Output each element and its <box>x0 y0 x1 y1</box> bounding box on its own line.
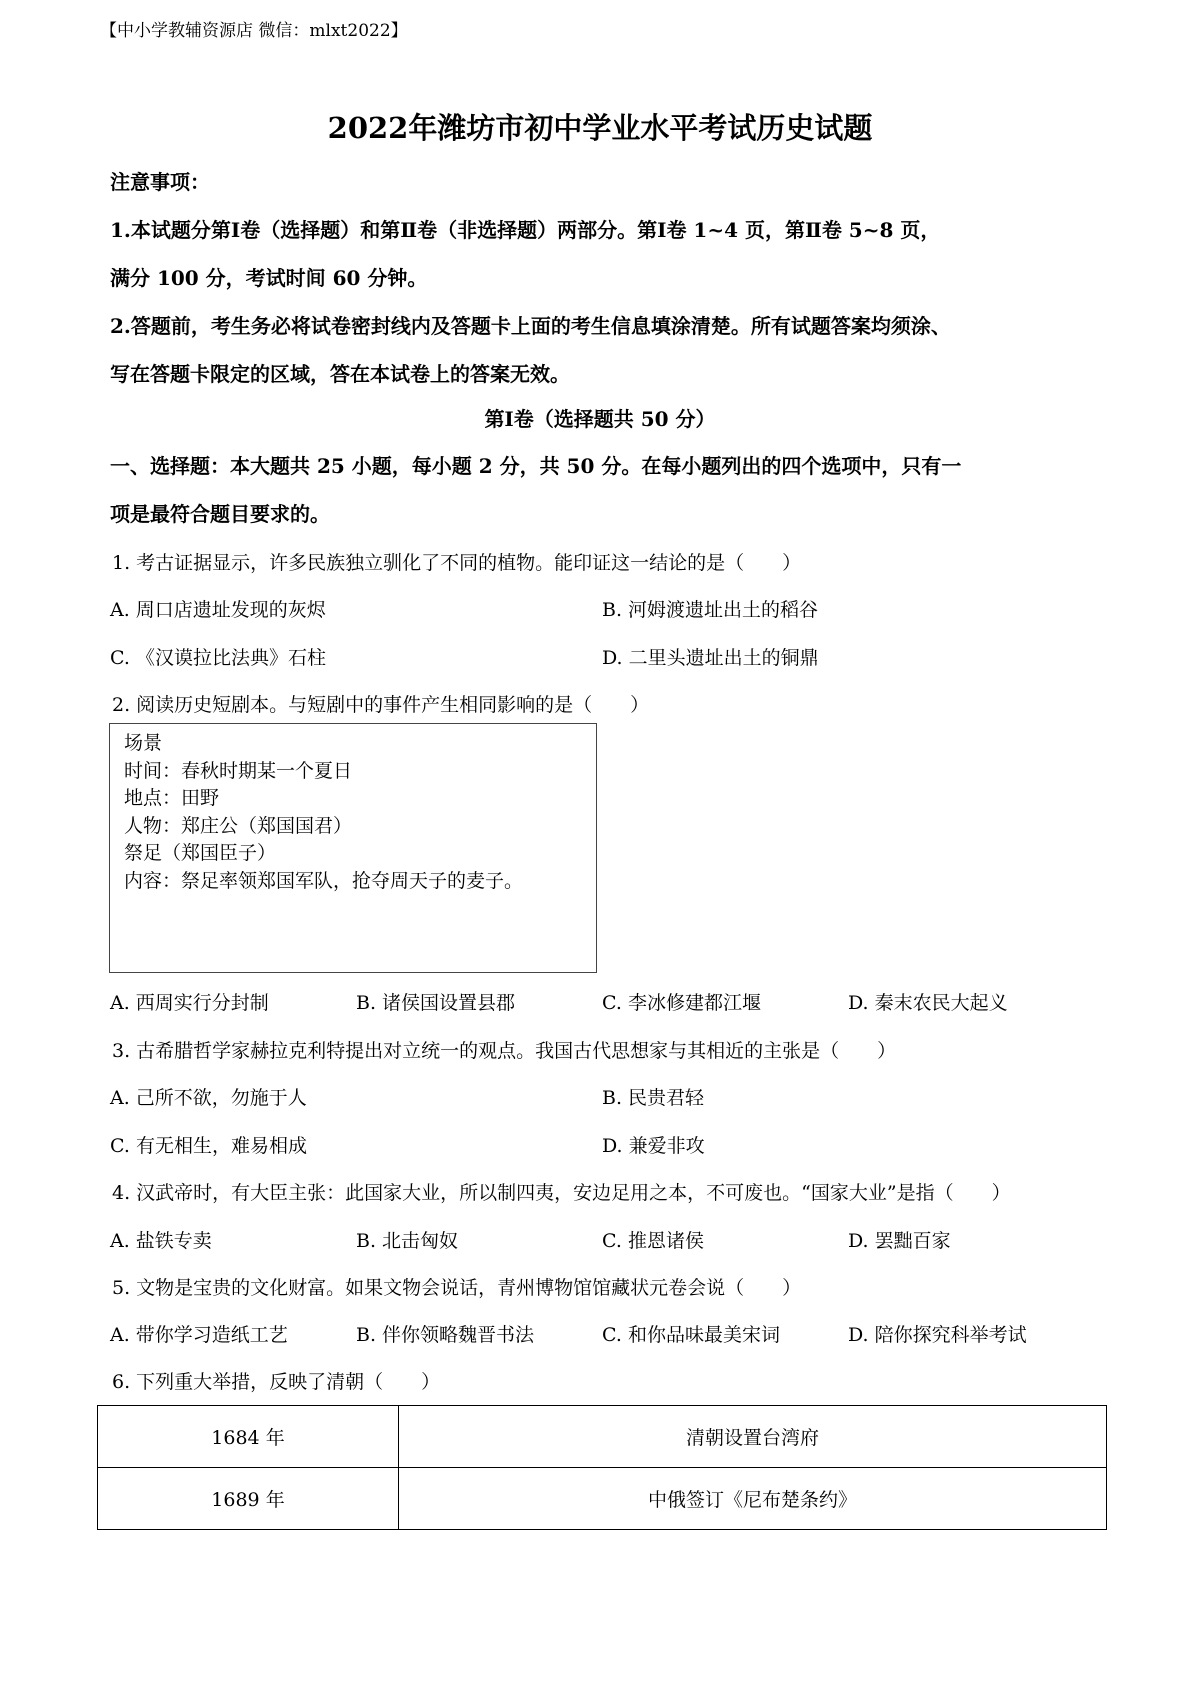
q1-option-c: C. 《汉谟拉比法典》石柱 <box>110 647 326 669</box>
note-2-line-2: 写在答题卡限定的区域，答在本试卷上的答案无效。 <box>110 362 570 386</box>
q4-option-a: A. 盐铁专卖 <box>110 1230 212 1252</box>
page-header: 【中小学教辅资源店 微信：mlxt2022】 <box>100 21 408 41</box>
table-cell-event: 清朝设置台湾府 <box>399 1406 1107 1468</box>
script-line-3: 地点：田野 <box>124 787 220 809</box>
q3-option-d: D. 兼爱非攻 <box>602 1135 705 1157</box>
q5-option-b: B. 伴你领略魏晋书法 <box>356 1324 535 1346</box>
q1-option-a: A. 周口店遗址发现的灰烬 <box>110 599 326 621</box>
q1-option-d: D. 二里头遗址出土的铜鼎 <box>602 647 819 669</box>
question-1-stem: 1. 考古证据显示，许多民族独立驯化了不同的植物。能印证这一结论的是（ ） <box>112 552 802 574</box>
q3-option-a: A. 己所不欲，勿施于人 <box>110 1087 307 1109</box>
script-line-5: 祭足（郑国臣子） <box>124 842 277 864</box>
script-line-6: 内容：祭足率领郑国军队，抢夺周天子的麦子。 <box>124 869 524 892</box>
q1-option-b: B. 河姆渡遗址出土的稻谷 <box>602 599 819 621</box>
q4-option-d: D. 罢黜百家 <box>848 1230 951 1252</box>
q3-option-b: B. 民贵君轻 <box>602 1087 705 1109</box>
question-2-stem: 2. 阅读历史短剧本。与短剧中的事件产生相同影响的是（ ） <box>112 694 650 716</box>
q5-option-a: A. 带你学习造纸工艺 <box>110 1324 288 1346</box>
notes-heading: 注意事项： <box>110 170 210 194</box>
table-cell-year: 1684 年 <box>98 1406 399 1468</box>
q4-option-b: B. 北击匈奴 <box>356 1230 459 1252</box>
section-instruction-line-1: 一、选择题：本大题共 25 小题，每小题 2 分，共 50 分。在每小题列出的四个选项中，只有一 <box>110 454 962 478</box>
script-line-1: 场景 <box>124 732 163 754</box>
script-box <box>109 723 597 973</box>
q2-option-d: D. 秦末农民大起义 <box>848 992 1008 1014</box>
table-cell-event: 中俄签订《尼布楚条约》 <box>399 1468 1107 1530</box>
q4-option-c: C. 推恩诸侯 <box>602 1230 704 1252</box>
table-cell-year: 1689 年 <box>98 1468 399 1530</box>
exam-title: 2022年潍坊市初中学业水平考试历史试题 <box>327 111 873 145</box>
q2-option-a: A. 西周实行分封制 <box>110 992 269 1014</box>
note-1-line-1: 1.本试题分第Ⅰ卷（选择题）和第Ⅱ卷（非选择题）两部分。第Ⅰ卷 1~4 页，第Ⅱ卷 5~8 页， <box>110 218 941 242</box>
table-row <box>98 1406 1107 1468</box>
question-4-stem: 4. 汉武帝时，有大臣主张：此国家大业，所以制四夷，安边足用之本，不可废也。“国家大业”是指（ ） <box>112 1182 1011 1204</box>
question-3-stem: 3. 古希腊哲学家赫拉克利特提出对立统一的观点。我国古代思想家与其相近的主张是（ ） <box>112 1040 897 1062</box>
section-instruction-line-2: 项是最符合题目要求的。 <box>110 502 330 526</box>
script-line-4: 人物：郑庄公（郑国国君） <box>124 814 353 837</box>
q5-option-c: C. 和你品味最美宋词 <box>602 1324 780 1346</box>
q2-option-c: C. 李冰修建都江堰 <box>602 992 761 1014</box>
q2-option-b: B. 诸侯国设置县郡 <box>356 992 516 1014</box>
note-2-line-1: 2.答题前，考生务必将试卷密封线内及答题卡上面的考生信息填涂清楚。所有试题答案均须涂、 <box>110 314 951 338</box>
note-1-line-2: 满分 100 分，考试时间 60 分钟。 <box>110 266 428 290</box>
q6-table <box>97 1405 1107 1530</box>
q3-option-c: C. 有无相生，难易相成 <box>110 1135 307 1157</box>
q5-option-d: D. 陪你探究科举考试 <box>848 1324 1027 1346</box>
section-title: 第Ⅰ卷（选择题共 50 分） <box>484 407 716 431</box>
question-5-stem: 5. 文物是宝贵的文化财富。如果文物会说话，青州博物馆馆藏状元卷会说（ ） <box>112 1277 802 1299</box>
script-line-2: 时间：春秋时期某一个夏日 <box>124 759 353 782</box>
question-6-stem: 6. 下列重大举措，反映了清朝（ ） <box>112 1371 441 1393</box>
table-row <box>98 1468 1107 1530</box>
